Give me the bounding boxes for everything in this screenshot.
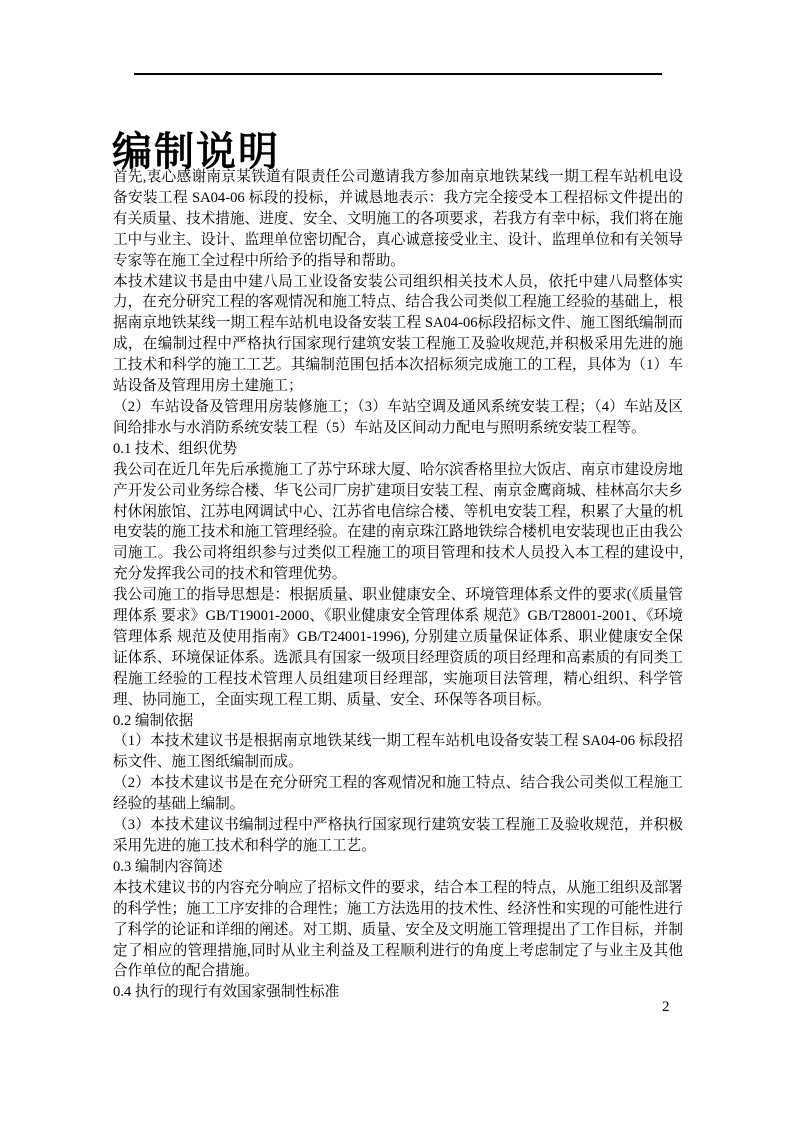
page-number: 2 [662, 999, 670, 1015]
paragraph-guiding-principle: 我公司施工的指导思想是：根据质量、职业健康安全、环境管理体系文件的要求(《质量管理体系 要求》GB/T19001-2000、《职业健康安全管理体系 规范》GB/T28001-2001、《环境管理体系 规范及使用指南》GB/T24001-1996), 分别建立质量保证体系、职业健康安全保证体系、环境保证体系。选派具有国家一级项目经理资质的项目经理和高素质的有同类工程施工经验的工程技术管理人员组建项目经理部，实施项目法管理，精心组织、科学管理、协同施工，全面实现工程工期、质量、安全、环保等各项目标。 [113, 587, 683, 708]
section-heading-0-3: 0.3 编制内容简述 [113, 858, 223, 875]
paragraph-scope-items: （2）车站设备及管理用房装修施工；（3）车站空调及通风系统安装工程；（4）车站及区间给排水与水消防系统安装工程（5）车站及区间动力配电与照明系统安装工程等。 [113, 398, 683, 436]
section-heading-0-2: 0.2 编制依据 [113, 712, 194, 729]
paragraph-company-experience: 我公司在近几年先后承揽施工了苏宁环球大厦、哈尔滨香格里拉大饭店、南京市建设房地产开发公司业务综合楼、华飞公司厂房扩建项目安装工程、南京金鹰商城、桂林高尔夫乡村休闲旅馆、江苏电网调试中心、江苏省电信综合楼、等机电安装工程，积累了大量的机电安装的施工技术和施工管理经验。在建的南京珠江路地铁综合楼机电安装现也正由我公司施工。我公司将组织参与过类似工程施工的项目管理和技术人员投入本工程的建设中,充分发挥我公司的技术和管理优势。 [113, 461, 683, 583]
page-title: 编制说明 [112, 128, 280, 174]
header-divider-line [134, 73, 662, 75]
document-body [113, 167, 683, 1003]
section-heading-0-1: 0.1 技术、组织优势 [113, 440, 238, 457]
paragraph-greeting: 首先,衷心感谢南京某铁道有限责任公司邀请我方参加南京地铁某线一期工程车站机电设备安装工程 SA04-06 标段的投标，并诚恳地表示：我方完全接受本工程招标文件提出的有关质量、技术措施、进度、安全、文明施工的各项要求，若我方有幸中标，我们将在施工中与业主、设计、监理单位密切配合，真心诚意接受业主、设计、监理单位和有关领导专家等在施工全过程中所给予的指导和帮助。 [113, 169, 683, 269]
basis-list-item-2: （2）本技术建议书是在充分研究工程的客观情况和施工特点、结合我公司类似工程施工经验的基础上编制。 [113, 775, 683, 813]
section-heading-0-4: 0.4 执行的现行有效国家强制性标准 [113, 984, 340, 1001]
paragraph-basis-overview: 本技术建议书是由中建八局工业设备安装公司组织相关技术人员，依托中建八局整体实力，在充分研究工程的客观情况和施工特点、结合我公司类似工程施工经验的基础上，根据南京地铁某线一期工程车站机电设备安装工程 SA04-06标段招标文件、施工图纸编制而成，在编制过程中严格执行国家现行建筑安装工程施工及验收规范,并积极采用先进的施工技术和科学的施工工艺。其编制范围包括本次招标须完成施工的工程，具体为（1）车站设备及管理用房土建施工； [113, 273, 683, 395]
basis-list-item-1: （1）本技术建议书是根据南京地铁某线一期工程车站机电设备安装工程 SA04-06 标段招标文件、施工图纸编制而成。 [113, 733, 683, 771]
paragraph-content-summary: 本技术建议书的内容充分响应了招标文件的要求，结合本工程的特点，从施工组织及部署的科学性；施工工序安排的合理性；施工方法选用的技术性、经济性和实现的可能性进行了科学的论证和详细的阐述。对工期、质量、安全及文明施工管理提出了工作目标，并制定了相应的管理措施,同时从业主利益及工程顺利进行的角度上考虑制定了与业主及其他合作单位的配合措施。 [113, 879, 683, 980]
basis-list-item-3: （3）本技术建议书编制过程中严格执行国家现行建筑安装工程施工及验收规范，并积极采用先进的施工技术和科学的施工工艺。 [113, 817, 683, 854]
